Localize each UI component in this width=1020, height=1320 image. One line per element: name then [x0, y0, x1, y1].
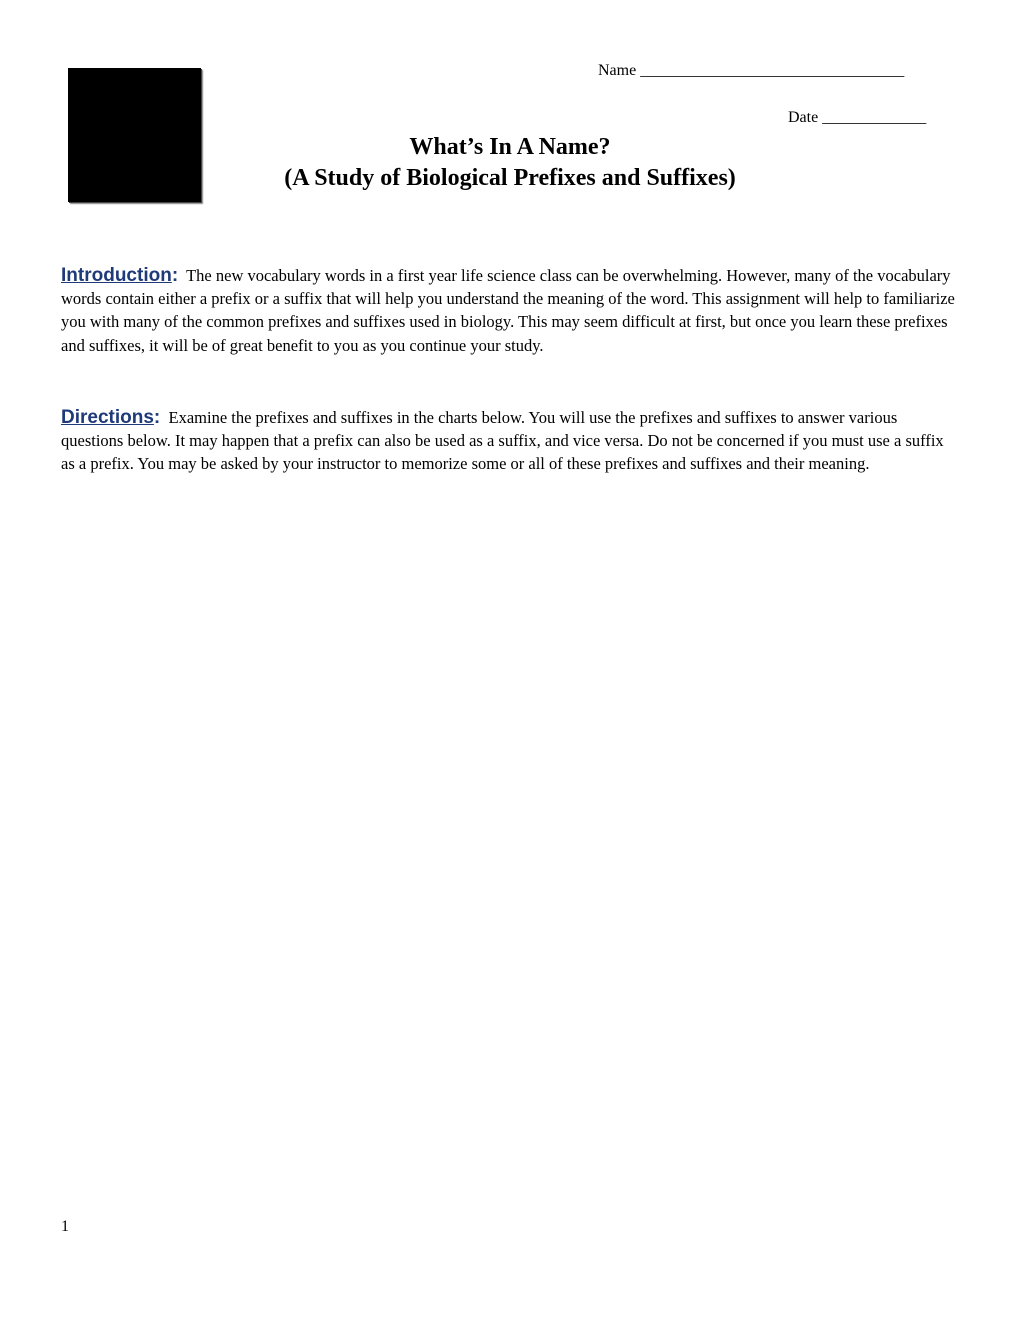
introduction-section: Introduction: The new vocabulary words in a first year life science class can be overwhelming. However, many of the vocabulary words contain either a prefix or a suffix that will help you understand the meaning of the word. This assignment will help to familiarize you with many of the common prefixes and suffixes used in biology. This may seem difficult at first, but once you learn these prefixes and suffixes, it will be of great benefit to you as you continue your study.	[61, 265, 955, 355]
page-number: 1	[61, 1218, 69, 1235]
introduction-text: The new vocabulary words in a first year life science class can be overwhelming. However, many of the vocabulary words contain either a prefix or a suffix that will help you understand the meaning of the word. This assignment will help to familiarize you with many of the common prefixes and suffixes used in biology. This may seem difficult at first, but once you learn these prefixes and suffixes, it will be of great benefit to you as you continue your study.	[61, 266, 955, 355]
name-field-line: Name _________________________________	[598, 62, 905, 79]
date-field-line: Date _____________	[788, 109, 927, 126]
directions-heading: Directions	[61, 407, 154, 428]
page-title: What’s In A Name?	[409, 134, 611, 160]
directions-text: Examine the prefixes and suffixes in the charts below. You will use the prefixes and suffixes to answer various questions below. It may happen that a prefix can also be used as a suffix, and vice versa. Do not be concerned if you must use a suffix as a prefix. You may be asked by your instructor to memorize some or all of these prefixes and suffixes and their meaning.	[61, 408, 944, 474]
directions-section: Directions: Examine the prefixes and suffixes in the charts below. You will use the prefixes and suffixes to answer various questions below. It may happen that a prefix can also be used as a suffix, and vice versa. Do not be concerned if you must use a suffix as a prefix. You may be asked by your instructor to memorize some or all of these prefixes and suffixes and their meaning.	[61, 407, 944, 474]
page-subtitle: (A Study of Biological Prefixes and Suffixes)	[284, 165, 736, 191]
introduction-heading: Introduction	[61, 265, 172, 286]
